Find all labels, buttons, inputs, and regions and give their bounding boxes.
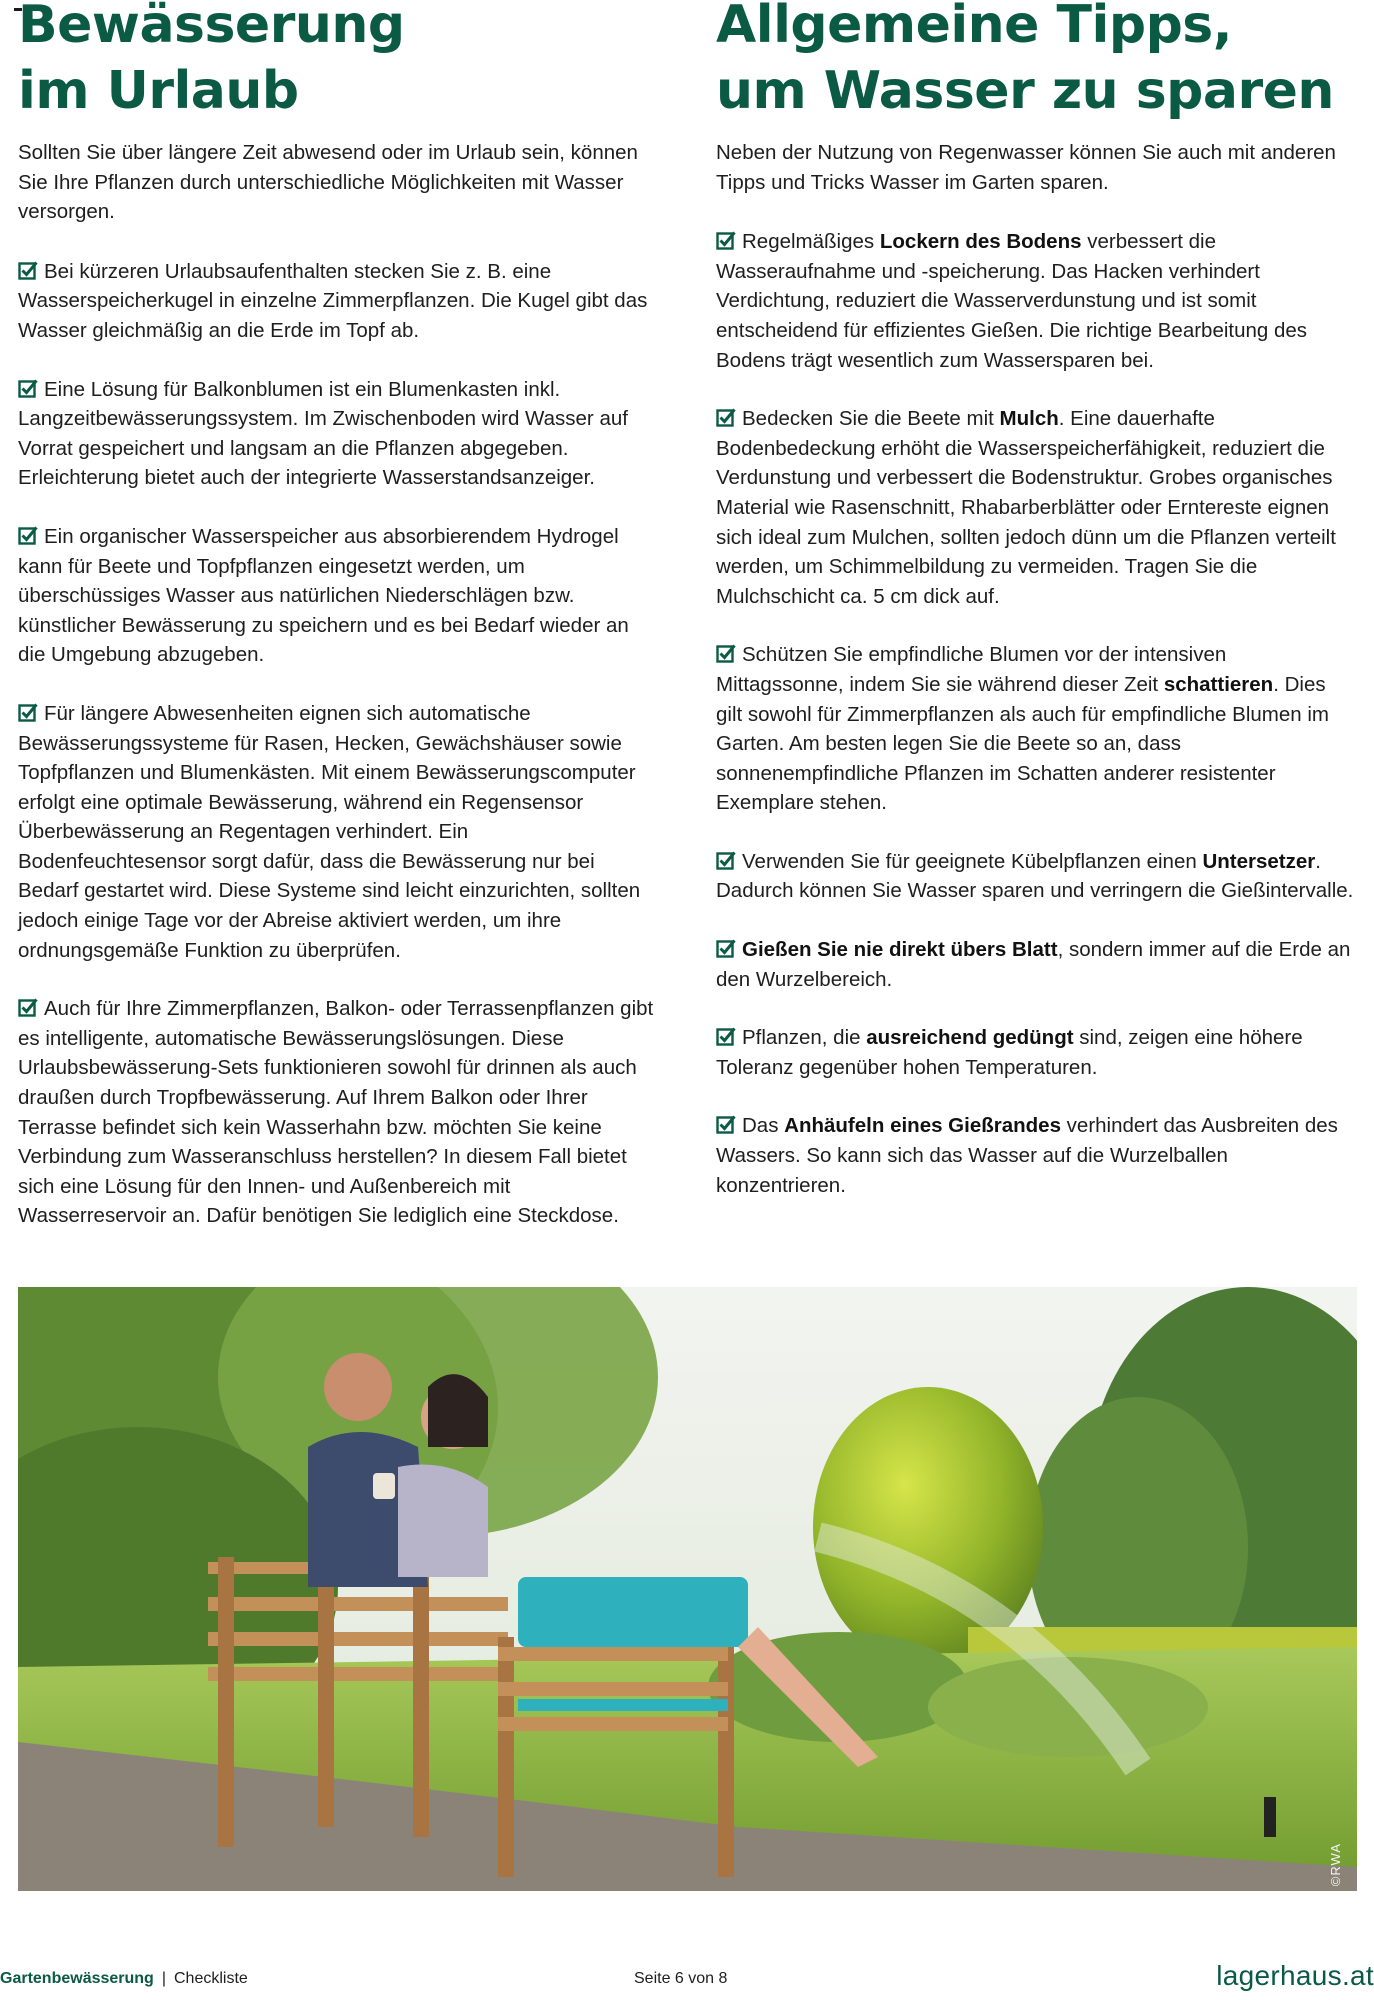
checkbox-checked-icon — [716, 407, 736, 427]
checkbox-checked-icon — [18, 260, 38, 280]
intro-text: Sollten Sie über längere Zeit abwesend oder im Urlaub sein, können Sie Ihre Pflanzen durch unterschiedliche Möglichkeiten mit Wasser versorgen. — [18, 141, 638, 224]
emphasis: Anhäufeln eines Gießrandes — [784, 1114, 1061, 1138]
checklist-item: Ein organischer Wasserspeicher aus absorbierendem Hydrogel kann für Beete und Topfpflanzen eingesetzt werden, um überschüssiges Wasser aus natürlichen Niederschlägen bzw. künstlicher Bewässerung zu speichern und es bei Bedarf wieder an die Umgebung abzugeben. — [18, 524, 629, 667]
checkbox-checked-icon — [18, 378, 38, 398]
emphasis: Mulch — [999, 407, 1059, 431]
page-footer — [0, 1960, 1374, 2000]
emphasis: Untersetzer — [1202, 849, 1316, 873]
page-number: Seite 6 von 8 — [634, 1970, 728, 1987]
checkbox-checked-icon — [716, 850, 736, 870]
section-title-vacation — [18, 0, 658, 124]
checklist-item: Verwenden Sie für geeignete Kübelpflanzen einen Untersetzer. Dadurch können Sie Wasser sparen und verringern die Gießintervalle. — [716, 849, 1354, 903]
footer-section: Checkliste — [173, 1970, 248, 1987]
title-line-2: um Wasser zu sparen — [716, 61, 1334, 121]
title-line-2: im Urlaub — [18, 61, 299, 121]
checklist-item: Das Anhäufeln eines Gießrandes verhindert das Ausbreiten des Wassers. So kann sich das Wasser auf die Wurzelballen konzentrieren. — [716, 1114, 1338, 1197]
water-saving-tips-section — [716, 0, 1356, 1200]
intro-text: Neben der Nutzung von Regenwasser können Sie auch mit anderen Tipps und Tricks Wasser im Garten sparen. — [716, 141, 1336, 194]
garden-photo — [18, 1287, 1357, 1891]
checkbox-checked-icon — [716, 1026, 736, 1046]
checklist-item: Bei kürzeren Urlaubsaufenthalten stecken Sie z. B. eine Wasserspeicherkugel in einzelne Zimmerpflanzen. Die Kugel gibt das Wasser gleichmäßig an die Erde im Topf ab. — [18, 259, 648, 342]
emphasis: ausreichend gedüngt — [866, 1026, 1074, 1050]
title-line-1: Allgemeine Tipps, — [716, 0, 1232, 55]
checklist-item: Regelmäßiges Lockern des Bodens verbessert die Wasseraufnahme und -speicherung. Das Hacken verhindert Verdichtung, reduziert die Wasserverdunstung und ist somit entscheidend für effizientes Gießen. Die richtige Bearbeitung des Bodens trägt wesentlich zum Wassersparen bei. — [716, 230, 1308, 372]
section-title-tips — [716, 0, 1356, 124]
checklist-item: Für längere Abwesenheiten eignen sich automatische Bewässerungssysteme für Rasen, Hecken, Gewächshäuser sowie Topfpflanzen und Blumenkästen. Mit einem Bewässerungscomputer erfolgt eine optimale Bewässerung, während ein Regensensor Überbewässerung an Regentagen verhindert. Ein Bodenfeuchtesensor sorgt dafür, dass die Bewässerung nur bei Bedarf gestartet wird. Diese Systeme sind leicht einzurichten, sollten jedoch einige Tage vor der Abreise aktiviert werden, um ihre ordnungsgemäße Funktion zu überprüfen. — [18, 701, 641, 962]
footer-breadcrumb — [0, 1970, 248, 1988]
title-line-1: Bewässerung — [18, 0, 405, 55]
checkbox-checked-icon — [18, 525, 38, 545]
footer-brand: Gartenbewässerung — [0, 1970, 154, 1987]
emphasis: Lockern des Bodens — [879, 230, 1082, 254]
emphasis: Gießen Sie nie direkt übers Blatt — [742, 938, 1058, 962]
checklist-item: Pflanzen, die ausreichend gedüngt sind, zeigen eine höhere Toleranz gegenüber hohen Temperaturen. — [716, 1026, 1303, 1079]
checkbox-checked-icon — [716, 643, 736, 663]
garden-scene-illustration — [18, 1287, 1357, 1891]
checklist-item: Schützen Sie empfindliche Blumen vor der intensiven Mittagssonne, indem Sie sie während dieser Zeit schattieren. Dies gilt sowohl für Zimmerpflanzen als auch für empfindliche Blumen im Garten. Am besten legen Sie die Beete so an, dass sonnenempfindliche Pflanzen im Schatten anderer resistenter Exemplare stehen. — [716, 643, 1329, 815]
checklist-item: Auch für Ihre Zimmerpflanzen, Balkon- oder Terrassenpflanzen gibt es intelligente, automatische Bewässerungslösungen. Diese Urlaubsbewässerung-Sets funktionieren sowohl für drinnen als auch draußen durch Tropfbewässerung. Auf Ihrem Balkon oder Ihrer Terrasse befindet sich kein Wasserhahn bzw. möchten Sie keine Verbindung zum Wasseranschluss herstellen? In diesem Fall bietet sich eine Lösung für den Innen- und Außenbereich mit Wasserreservoir an. Dafür benötigen Sie lediglich eine Steckdose. — [18, 997, 654, 1228]
photo-credit: ©RWA — [1328, 1843, 1343, 1887]
checklist-item: Gießen Sie nie direkt übers Blatt, sondern immer auf die Erde an den Wurzelbereich. — [716, 938, 1351, 991]
vacation-watering-section — [18, 0, 658, 1231]
checkbox-checked-icon — [716, 938, 736, 958]
checkbox-checked-icon — [716, 230, 736, 250]
checkbox-checked-icon — [18, 702, 38, 722]
checklist-item: Eine Lösung für Balkonblumen ist ein Blumenkasten inkl. Langzeitbewässerungssystem. Im Zwischenboden wird Wasser auf Vorrat gespeichert und langsam an die Pflanzen abgegeben. Erleichterung bietet auch der integrierte Wasserstandsanzeiger. — [18, 377, 628, 490]
checkbox-checked-icon — [716, 1114, 736, 1134]
checkbox-checked-icon — [18, 997, 38, 1017]
checklist-item: Bedecken Sie die Beete mit Mulch. Eine dauerhafte Bodenbedeckung erhöht die Wasserspeicherfähigkeit, reduziert die Verdunstung und verbessert die Bodenstruktur. Grobes organisches Material wie Rasenschnitt, Rhabarberblätter oder Erntereste eignen sich ideal zum Mulchen, sollten jedoch dünn um die Pflanzen verteilt werden, um Schimmelbildung zu vermeiden. Tragen Sie die Mulchschicht ca. 5 cm dick auf. — [716, 407, 1336, 608]
emphasis: schattieren — [1163, 672, 1274, 696]
footer-separator: | — [161, 1970, 166, 1987]
site-link[interactable]: lagerhaus.at — [1216, 1960, 1374, 1991]
